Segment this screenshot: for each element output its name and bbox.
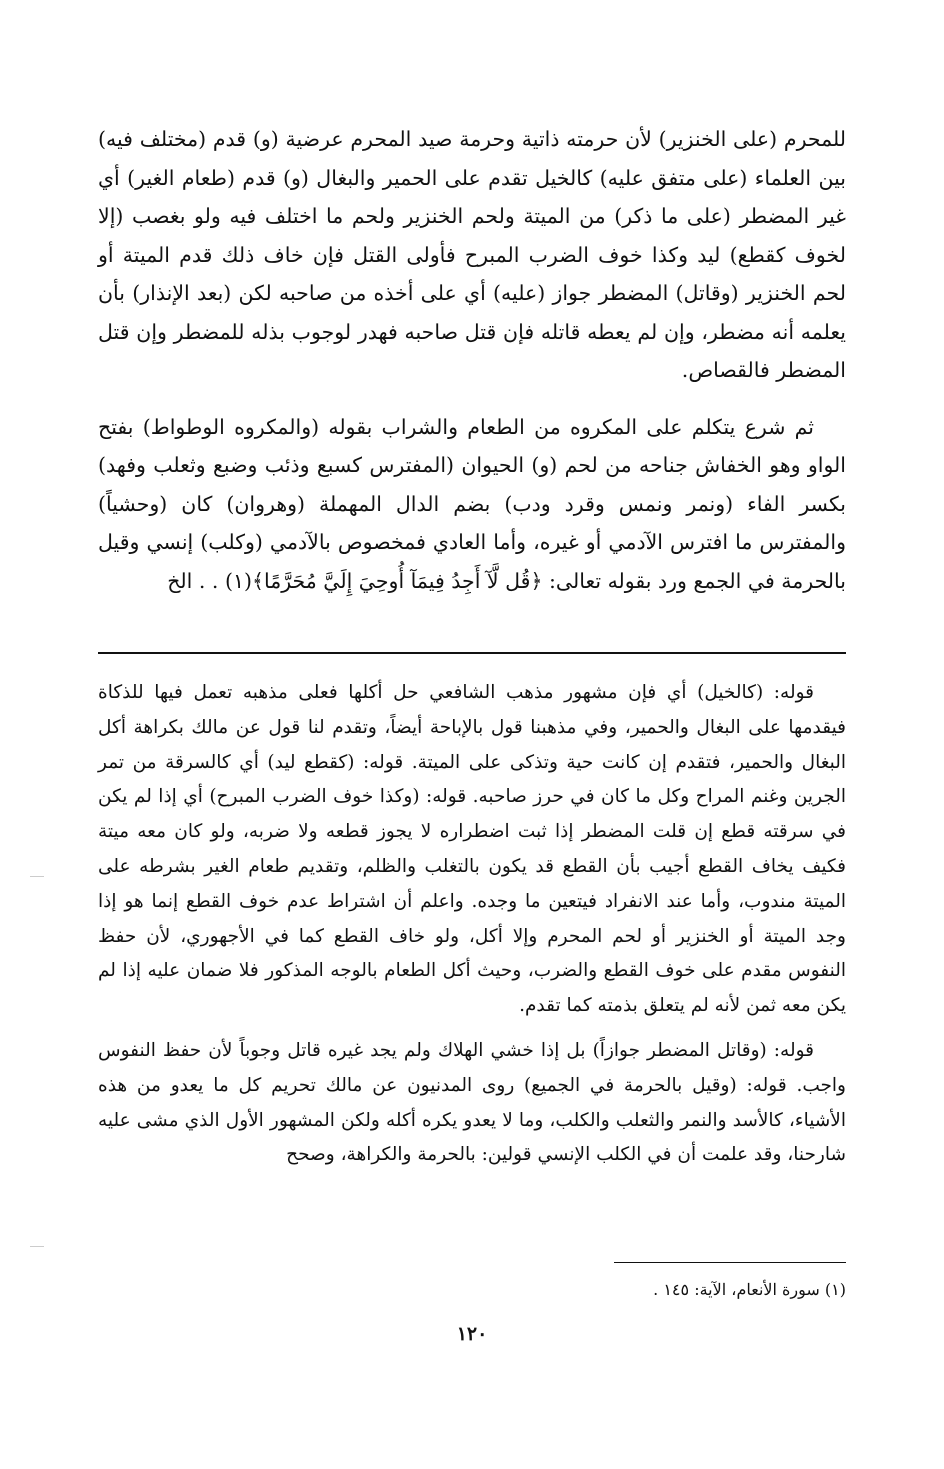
commentary-paragraph-2: قوله: (وقاتل المضطر جوازاً) بل إذا خشي الهلاك ولم يجد غيره قاتل وجوباً لأن حفظ النفوس واجب. قوله: (وقيل بالحرمة في الجميع) روى المدنيون عن مالك تحريم كل ما يعدو من هذه الأشياء، كالأسد والنمر والثعلب والكلب، وما لا يعدو يكره أكله ولكن المشهور الأول الذي مشى عليه شارحنا، وقد علمت أن في الكلب الإنسي قولين: بالحرمة والكراهة، وصحح [98,1039,846,1166]
main-paragraph-2: ثم شرع يتكلم على المكروه من الطعام والشراب بقوله (والمكروه الوطواط) بفتح الواو وهو الخفاش جناحه من لحم (و) الحيوان (المفترس كسبع وذئب وضبع وثعلب وفهد) بكسر الفاء (ونمر ونمس وقرد ودب) بضم الدال المهملة (وهروان) كان (وحشياً) والمفترس ما افترس الآدمي أو غيره، وأما العادي فمخصوص بالآدمي (وكلب) إنسي وقيل بالحرمة في الجمع ورد بقوله تعالى: ﴿قُل لَّآ أَجِدُ فِيمَآ أُوحِيَ إِلَيَّ مُحَرَّمًا﴾(١) . . الخ [98,414,846,593]
main-paragraph-1: للمحرم (على الخنزير) لأن حرمته ذاتية وحرمة صيد المحرم عرضية (و) قدم (مختلف فيه) بين العلماء (على متفق عليه) كالخيل تقدم على الحمير والبغال (و) قدم (طعام الغير) أي غير المضطر (على ما ذكر) من الميتة ولحم الخنزير ولحم ما اختلف فيه ولو بغصب (إلا لخوف كقطع) ليد وكذا خوف الضرب المبرح فأولى القتل فإن خاف ذلك قدم الميتة أو لحم الخنزير (وقاتل) المضطر جواز (عليه) أي على أخذه من صاحبه لكن (بعد الإنذار) بأن يعلمه أنه مضطر، وإن لم يعطه قاتله فإن قتل صاحبه فهدر لوجوب بذله للمضطر وإن قتل المضطر فالقصاص. [98,127,846,382]
commentary-paragraph-1: قوله: (كالخيل) أي فإن مشهور مذهب الشافعي حل أكلها فعلى مذهبه تعمل فيها للذكاة فيقدمها على البغال والحمير، وفي مذهبنا قول بالإباحة أيضاً، وتقدم لنا قول عن مالك بكراهة أكل البغال والحمير، فتقدم إن كانت حية وتذكى على الميتة. قوله: (كقطع ليد) أي كالسرقة من تمر الجرين وغنم المراح وكل ما كان في حرز صاحبه. قوله: (وكذا خوف الضرب المبرح) أي إذا لم يكن في سرقته قطع إن قلت المضطر إذا ثبت اضطراره لا يجوز قطعه ولا ضربه، ولو كان معه ميتة فكيف يخاف القطع أجيب بأن القطع قد يكون بالتغلب والظلم، وتقديم طعام الغير بشرطه على الميتة مندوب، وأما عند الانفراد فيتعين ما وجده. واعلم أن اشتراط عدم خوف القطع إنما هو إذا وجد الميتة أو الخنزير أو لحم المحرم وإلا أكل، ولو خاف القطع كما في الأجهوري، لأن حفظ النفوس مقدم على خوف القطع والضرب، وحيث أكل الطعام بالوجه المذكور فلا ضمان عليه إذا لم يكن معه ثمن لأنه لم يتعلق بذمته كما تقدم. [98,682,846,1017]
footnote-separator-rule [614,1262,846,1263]
page-number: ١٢٠ [456,1323,488,1345]
margin-mark [30,1246,44,1247]
main-separator-rule [98,652,846,654]
commentary-block [98,676,846,1173]
footnote: (١) سورة الأنعام، الآية: ١٤٥ . [653,1280,846,1299]
main-text-block [98,120,846,600]
margin-mark [30,876,44,877]
